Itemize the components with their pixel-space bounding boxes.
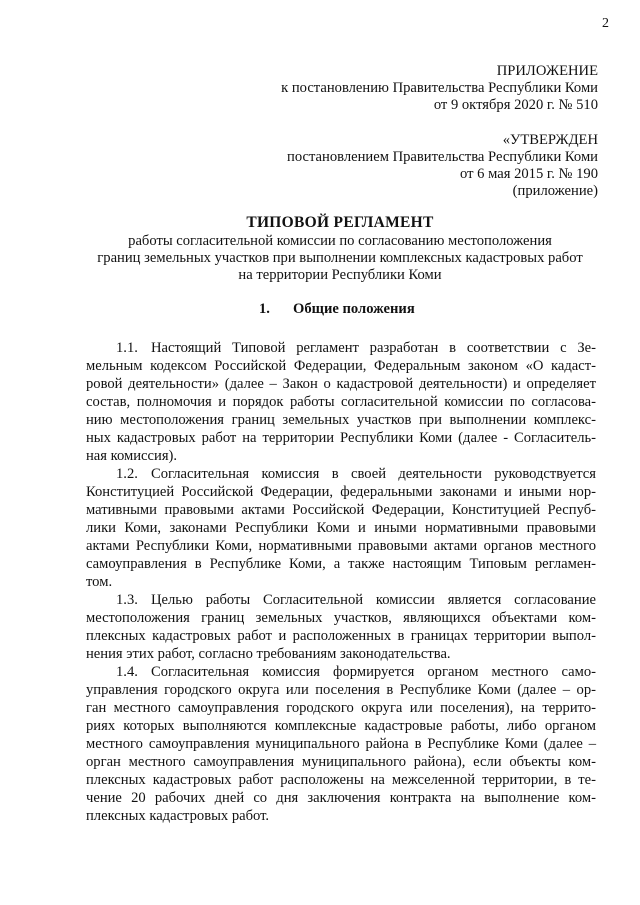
- paragraph-number: 1.3.: [116, 592, 138, 608]
- paragraph-line: актами Республики Коми, нормативными правовыми актами органов местного: [86, 538, 596, 554]
- paragraph-number: 1.4.: [116, 664, 138, 680]
- paragraph-line: том.: [86, 574, 113, 590]
- paragraph-line: чение 20 рабочих дней со дня заключения контракта на выполнение ком-: [86, 790, 596, 806]
- paragraph-line: [86, 663, 596, 681]
- paragraph: [86, 663, 596, 825]
- paragraph-line: ган местного самоуправления городского округа или поселения), на террито-: [86, 700, 596, 716]
- paragraph: [86, 591, 596, 663]
- approval-line: от 6 мая 2015 г. № 190: [460, 166, 598, 182]
- paragraph-text: Настоящий Типовой регламент разработан в соответствии с Зе-: [151, 340, 596, 356]
- page-number: 2: [602, 16, 609, 31]
- appendix-line: к постановлению Правительства Республики Коми: [281, 80, 598, 96]
- appendix-line: от 9 октября 2020 г. № 510: [433, 97, 598, 113]
- section-number: 1.: [259, 301, 270, 317]
- approval-line: (приложение): [512, 183, 598, 199]
- paragraph: [86, 339, 596, 465]
- paragraph-line: лики Коми, законами Республики Коми и иными нормативными правовыми: [86, 520, 596, 536]
- paragraph-line: орган местного самоуправления муниципального района), если объекты ком-: [86, 754, 596, 770]
- paragraph-line: местного самоуправления муниципального района в Республике Коми (далее –: [86, 736, 596, 752]
- paragraph-line: ровой деятельности» (далее – Закон о кадастровой деятельности) и определяет: [86, 376, 596, 392]
- approval-block: [287, 132, 598, 200]
- appendix-line: ПРИЛОЖЕНИЕ: [496, 63, 598, 79]
- paragraph-line: самоуправления в Республике Коми, а также настоящим Типовым регламен-: [86, 556, 596, 572]
- paragraph-line: плексных кадастровых работ.: [86, 808, 270, 824]
- section-heading: [259, 301, 415, 318]
- paragraph-line: нения этих работ, согласно требованиям законодательства.: [86, 646, 451, 662]
- approval-line: «УТВЕРЖДЕН: [502, 132, 598, 148]
- paragraph-line: плексных кадастровых работ расположены на межселенной территории, в те-: [86, 772, 596, 788]
- body-text: [86, 339, 596, 825]
- paragraph-line: ная комиссия).: [86, 448, 178, 464]
- paragraph: [86, 465, 596, 591]
- paragraph-line: [86, 465, 596, 483]
- paragraph-line: риях которых выполняются комплексные кадастровые работы, либо органом: [86, 718, 596, 734]
- approval-line: постановлением Правительства Республики Коми: [287, 149, 598, 165]
- document-title: ТИПОВОЙ РЕГЛАМЕНТ: [246, 214, 434, 231]
- appendix-block: [281, 63, 598, 114]
- paragraph-number: 1.2.: [116, 466, 138, 482]
- paragraph-line: Конституцией Российской Федерации, федеральными законами и иными нор-: [86, 484, 596, 500]
- paragraph-line: мельным кодексом Российской Федерации, Федеральным законом «О кадаст-: [86, 358, 596, 374]
- paragraph-line: местоположения границ земельных участков, являющихся объектами ком-: [86, 610, 596, 626]
- paragraph-line: состав, полномочия и порядок работы согласительной комиссии по согласова-: [86, 394, 596, 410]
- paragraph-line: нию местоположения границ земельных участков при выполнении комплекс-: [86, 412, 596, 428]
- section-title: Общие положения: [293, 301, 415, 317]
- subtitle-line: на территории Республики Коми: [238, 267, 442, 283]
- paragraph-text: Целью работы Согласительной комиссии является согласование: [151, 592, 596, 608]
- document-subtitle: [0, 233, 640, 284]
- paragraph-line: плексных кадастровых работ и расположенных в границах территории выпол-: [86, 628, 596, 644]
- paragraph-number: 1.1.: [116, 340, 138, 356]
- paragraph-text: Согласительная комиссия формируется органом местного само-: [151, 664, 596, 680]
- paragraph-line: [86, 339, 596, 357]
- paragraph-line: мативными правовыми актами Российской Федерации, Конституцией Респуб-: [86, 502, 596, 518]
- paragraph-line: ных кадастровых работ на территории Республики Коми (далее - Согласитель-: [86, 430, 596, 446]
- subtitle-line: работы согласительной комиссии по согласованию местоположения: [128, 233, 552, 249]
- subtitle-line: границ земельных участков при выполнении комплексных кадастровых работ: [97, 250, 583, 266]
- paragraph-line: [86, 591, 596, 609]
- paragraph-line: управления городского округа или поселения в Республике Коми (далее – ор-: [86, 682, 596, 698]
- paragraph-text: Согласительная комиссия в своей деятельности руководствуется: [151, 466, 596, 482]
